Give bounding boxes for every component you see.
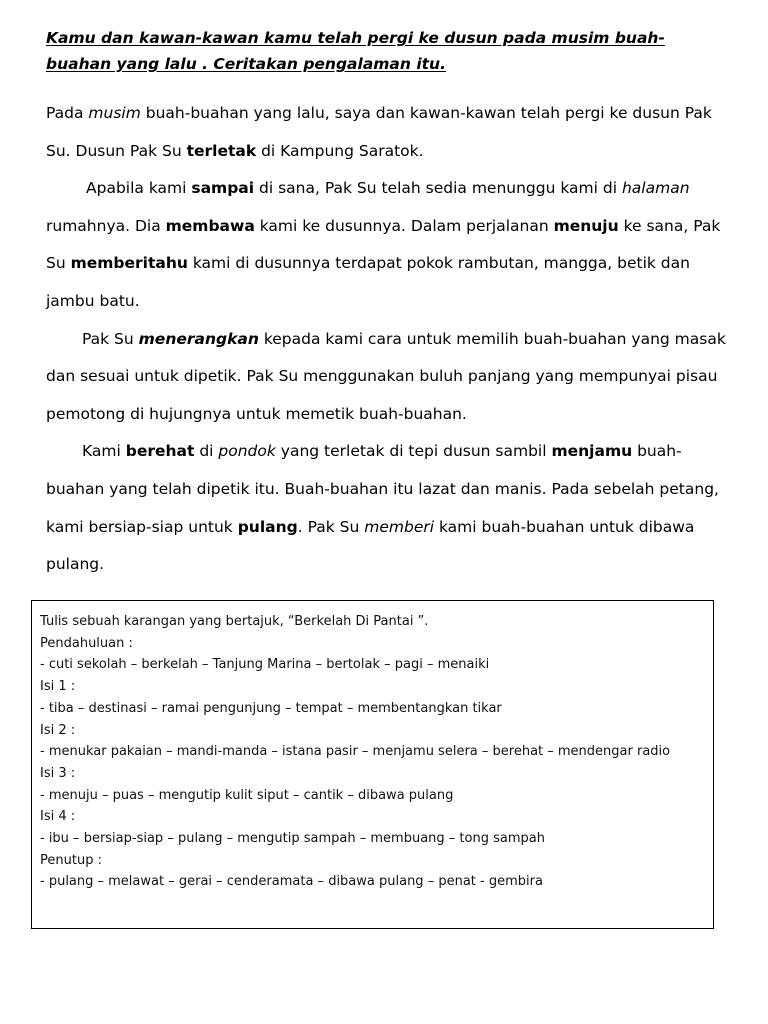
outline-points: - menuju – puas – mengutip kulit siput – cantik – dibawa pulang <box>40 787 454 803</box>
text-segment: di sana, Pak Su telah sedia menunggu kami di <box>254 179 622 198</box>
section-heading: Isi 3 : <box>40 765 76 781</box>
exercise-instruction: Tulis sebuah karangan yang bertajuk, “Berkelah Di Pantai ”. <box>40 614 429 629</box>
text-segment: ke sana, Pak Su <box>46 216 721 273</box>
text-segment: Kami <box>82 442 126 461</box>
section-heading: Pendahuluan : <box>40 635 133 651</box>
outline-points: - ibu – bersiap-siap – pulang – mengutip sampah – membuang – tong sampah <box>40 831 545 847</box>
exercise-box <box>31 600 714 929</box>
section-heading: Penutup : <box>40 852 102 868</box>
text-segment: yang terletak di tepi dusun sambil <box>275 442 552 461</box>
text-segment: . Pak Su <box>297 517 365 536</box>
bold-italic-keyword: menerangkan <box>138 329 259 348</box>
text-segment: Pak Su <box>82 329 139 348</box>
text-segment: kami di dusunnya terdapat pokok rambutan, mangga, betik dan jambu batu. <box>46 254 690 310</box>
paragraph-4 <box>46 433 726 583</box>
essay-body <box>46 95 726 584</box>
title-line-1: Kamu dan kawan-kawan kamu telah pergi ke dusun pada musim buah- <box>46 29 665 47</box>
bold-keyword: berehat <box>125 442 195 461</box>
italic-word: musim <box>88 104 141 122</box>
paragraph-3 <box>46 321 726 434</box>
outline-points: - pulang – melawat – gerai – cenderamata – dibawa pulang – penat - gembira <box>40 874 543 890</box>
text-segment: di <box>194 442 219 461</box>
bold-keyword: sampai <box>191 179 255 198</box>
bold-keyword: menuju <box>553 216 619 235</box>
section-heading: Isi 1 : <box>40 679 76 695</box>
text-segment: di Kampung Saratok. <box>256 141 424 160</box>
section-heading: Isi 4 : <box>40 809 76 825</box>
bold-keyword: memberitahu <box>70 254 188 273</box>
bold-keyword: membawa <box>165 216 255 235</box>
text-segment: Pada <box>46 104 89 122</box>
outline-points: - cuti sekolah – berkelah – Tanjung Marina – bertolak – pagi – menaiki <box>40 657 490 673</box>
essay-question-title <box>46 25 736 77</box>
text-segment: kami buah-buahan untuk dibawa pulang. <box>46 517 695 574</box>
italic-word: halaman <box>621 179 690 198</box>
bold-keyword: terletak <box>186 141 257 160</box>
italic-word: pondok <box>218 442 276 461</box>
text-segment: Apabila kami <box>86 179 192 198</box>
bold-keyword: pulang <box>237 517 298 536</box>
paragraph-2 <box>46 170 726 320</box>
paragraph-1 <box>46 95 726 170</box>
bold-keyword: menjamu <box>551 442 633 461</box>
section-heading: Isi 2 : <box>40 722 76 738</box>
text-segment: kami ke dusunnya. Dalam perjalanan <box>254 216 554 235</box>
text-segment: kepada kami cara untuk memilih buah-buahan yang masak dan sesuai untuk dipetik. Pak Su menggunakan buluh panjang yang mempunyai pisau pemotong di hujungnya untuk memetik buah-buahan. <box>46 329 726 423</box>
text-segment: buah-buahan yang lalu, saya dan kawan-kawan telah pergi ke dusun Pak Su. Dusun Pak Su <box>46 104 712 160</box>
outline-points: - menukar pakaian – mandi-manda – istana pasir – menjamu selera – berehat – mendengar radio <box>40 744 671 760</box>
outline-points: - tiba – destinasi – ramai pengunjung – tempat – membentangkan tikar <box>40 700 502 716</box>
text-segment: buah-buahan yang telah dipetik itu. Buah-buahan itu lazat dan manis. Pada sebelah petang, kami bersiap-siap untuk <box>46 442 719 536</box>
text-segment: rumahnya. Dia <box>46 216 166 235</box>
title-line-2: buahan yang lalu . Ceritakan pengalaman itu. <box>46 55 446 73</box>
italic-word: memberi <box>364 517 435 536</box>
